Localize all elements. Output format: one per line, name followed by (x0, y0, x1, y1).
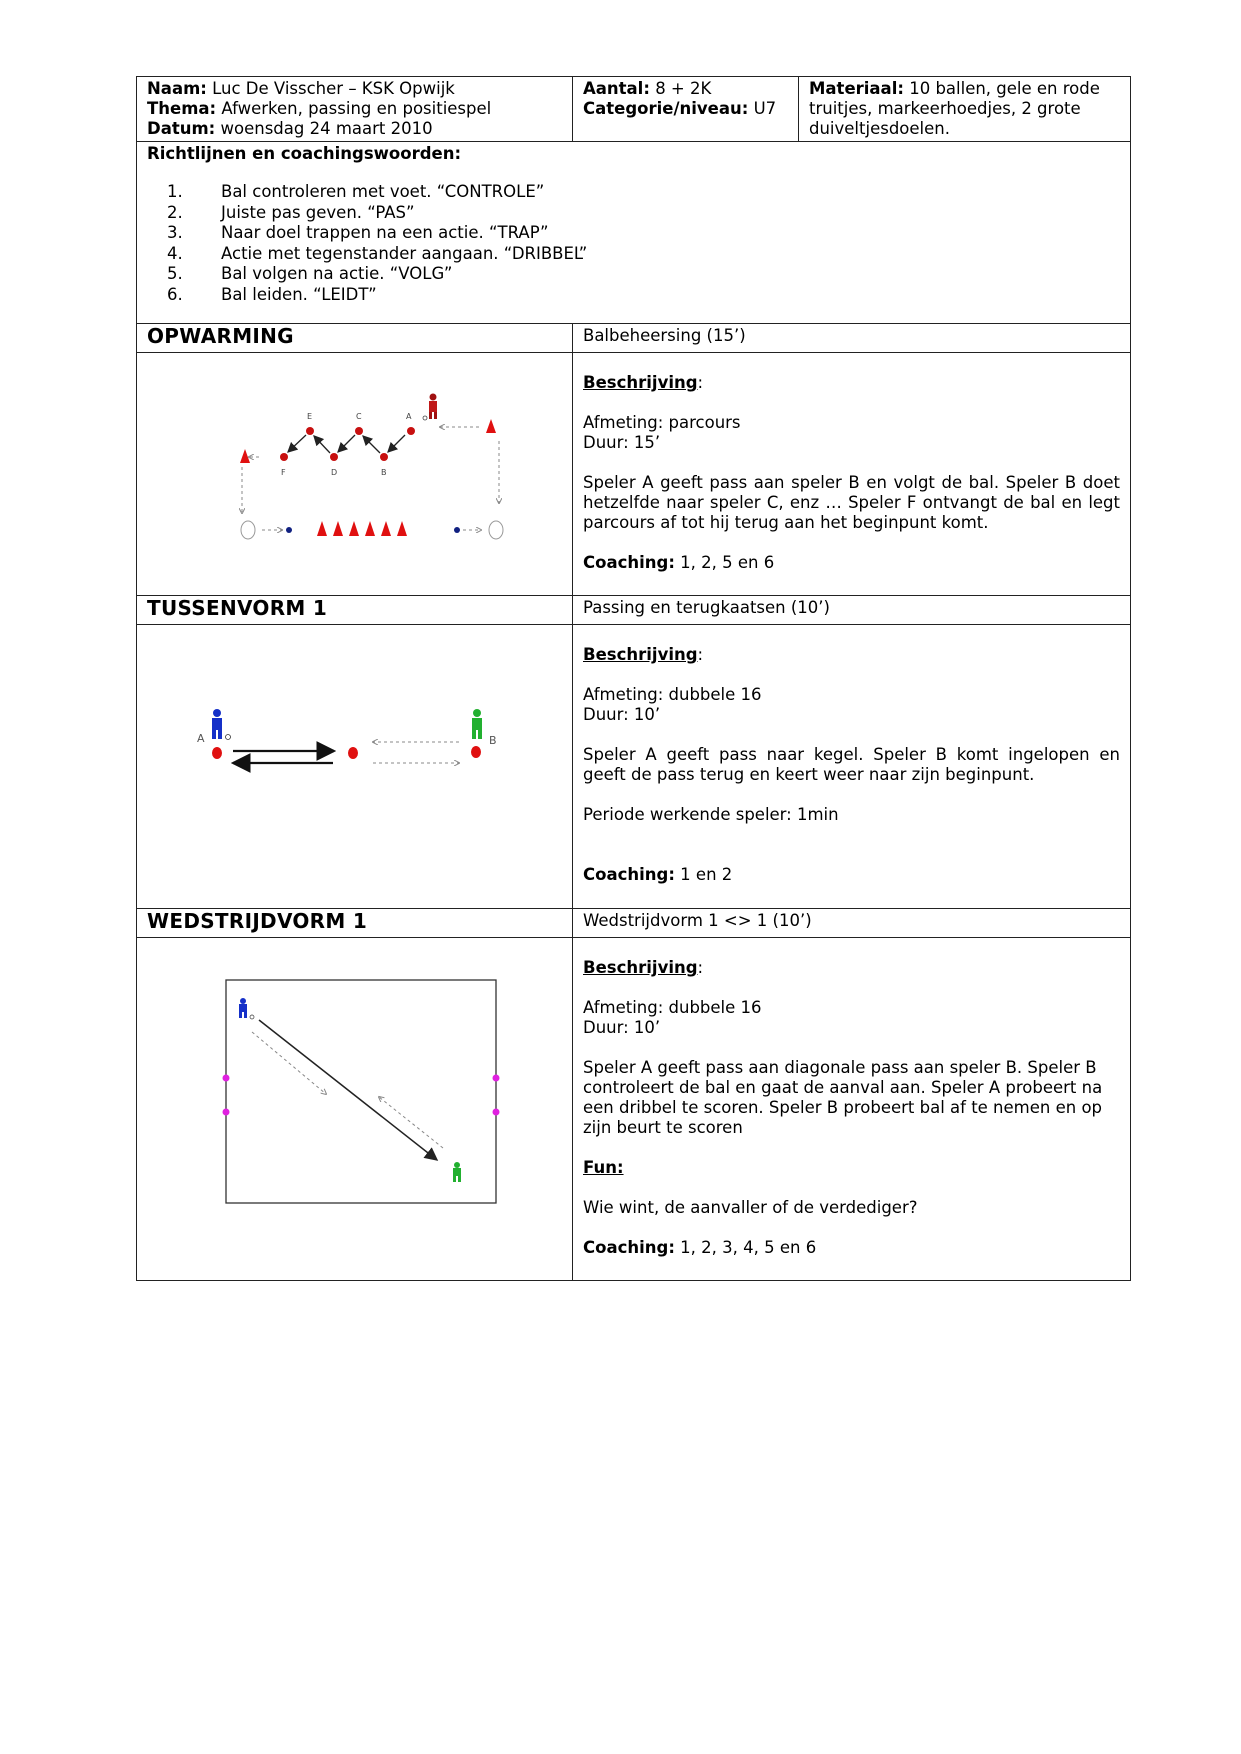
tussenvorm-text: Speler A geeft pass naar kegel. Speler B komt ingelopen en geeft de pass terug en keert weer naar zijn beginpunt. (583, 745, 1120, 784)
opwarming-diagram-cell (137, 353, 573, 596)
header-row (137, 77, 1131, 142)
tussenvorm-diagram (137, 625, 573, 905)
richtlijnen-cell (137, 142, 1131, 324)
tussenvorm-afmeting: Afmeting: dubbele 16 (583, 685, 762, 704)
header-left-cell (137, 77, 573, 142)
label-b: B (489, 734, 497, 747)
label-a: A (197, 732, 205, 745)
list-item (167, 182, 1120, 203)
opwarming-beschrijving-label: Beschrijving (583, 373, 698, 392)
categorie-value: U7 (753, 99, 777, 118)
dashed-paths (242, 427, 499, 530)
richtlijnen-title: Richtlijnen en coachingswoorden: (147, 144, 462, 163)
list-item (167, 223, 1120, 244)
materiaal-value: 10 ballen, gele en rode truitjes, markeerhoedjes, 2 grote duiveltjesdoelen. (809, 79, 1100, 138)
wedstrijdvorm-fun-label: Fun: (583, 1158, 624, 1177)
datum-label: Datum: (147, 119, 216, 138)
datum-value: woensdag 24 maart 2010 (220, 119, 433, 138)
list-item-num: 2. (167, 202, 183, 222)
player-a-figure (423, 394, 437, 421)
opwarming-coaching-label: Coaching: (583, 553, 675, 572)
zigzag-players (280, 427, 415, 461)
wedstrijdvorm-subtitle: Wedstrijdvorm 1 <> 1 (10’) (573, 909, 1131, 938)
tussenvorm-subtitle: Passing en terugkaatsen (10’) (573, 596, 1131, 625)
wedstrijdvorm-duur: Duur: 10’ (583, 1018, 661, 1037)
wedstrijdvorm-coaching-label: Coaching: (583, 1238, 675, 1257)
wedstrijdvorm-beschrijving-label: Beschrijving (583, 958, 698, 977)
opwarming-afmeting: Afmeting: parcours (583, 413, 741, 432)
tussenvorm-coaching-value: 1 en 2 (680, 865, 733, 884)
aantal-label: Aantal: (583, 79, 650, 98)
tussenvorm-content-row (137, 625, 1131, 909)
list-item-text: Actie met tegenstander aangaan. “DRIBBEL” (221, 243, 588, 263)
aantal-value: 8 + 2K (655, 79, 712, 98)
opwarming-text: Speler A geeft pass aan speler B en volgt de bal. Speler B doet hetzelfde naar speler C, enz … Speler F ontvangt de bal en legt parcours af tot hij terug aan het beginpunt komt. (583, 473, 1120, 532)
wedstrijdvorm-diagram-cell (137, 938, 573, 1281)
tussenvorm-periode: Periode werkende speler: 1min (583, 805, 839, 824)
cones (212, 746, 481, 759)
list-item-text: Naar doel trappen na een actie. “TRAP” (221, 223, 549, 242)
opwarming-duur: Duur: 15’ (583, 433, 661, 452)
thema-value: Afwerken, passing en positiespel (221, 99, 492, 118)
label-d: D (331, 468, 338, 477)
list-item-num: 6. (167, 284, 183, 304)
tussenvorm-coaching-label: Coaching: (583, 865, 675, 884)
run-arrows (373, 742, 459, 763)
wedstrijdvorm-title-row (137, 909, 1131, 938)
label-b: B (381, 468, 387, 477)
pass-arrows (233, 751, 334, 763)
categorie-label: Categorie/niveau: (583, 99, 749, 118)
tussenvorm-diagram-cell (137, 625, 573, 909)
cones (240, 419, 496, 536)
list-item-text: Bal volgen na actie. “VOLG” (221, 264, 453, 283)
list-item (167, 244, 1120, 265)
label-a: A (406, 412, 412, 421)
opwarming-diagram (137, 353, 573, 593)
player-a-figure (212, 709, 231, 740)
tussenvorm-description: Beschrijving: Afmeting: dubbele 16 Duur: 10’ Speler A geeft pass naar kegel. Speler B komt ingelopen en geeft de pass terug en keert weer naar zijn beginpunt. Periode werkende speler: 1min Coaching: 1 en 2 (573, 625, 1131, 909)
naam-value: Luc De Visscher – KSK Opwijk (212, 79, 455, 98)
thema-label: Thema: (147, 99, 217, 118)
wedstrijdvorm-fun-text: Wie wint, de aanvaller of de verdediger? (583, 1198, 918, 1217)
tussenvorm-title: TUSSENVORM 1 (137, 596, 573, 625)
naam-label: Naam: (147, 79, 207, 98)
opwarming-coaching-value: 1, 2, 5 en 6 (680, 553, 775, 572)
list-item-num: 4. (167, 243, 183, 263)
wedstrijdvorm-afmeting: Afmeting: dubbele 16 (583, 998, 762, 1017)
tussenvorm-beschrijving-label: Beschrijving (583, 645, 698, 664)
list-item (167, 264, 1120, 285)
zigzag-arrows (288, 435, 405, 453)
list-item-text: Juiste pas geven. “PAS” (221, 202, 415, 222)
opwarming-subtitle: Balbeheersing (15’) (573, 324, 1131, 353)
wedstrijdvorm-coaching-value: 1, 2, 3, 4, 5 en 6 (680, 1238, 817, 1257)
label-c: C (356, 412, 362, 421)
wedstrijdvorm-description: Beschrijving: Afmeting: dubbele 16 Duur: 10’ Speler A geeft pass aan diagonale pass aan speler B. Speler B controleert de bal en gaat de aanval aan. Speler A probeert na een dribbel te scoren. Speler B probeert bal af te nemen en op zijn beurt te scoren Fun: Wie wint, de aanvaller of de verdediger? Coaching: 1, 2, 3, 4, 5 en 6 (573, 938, 1131, 1281)
richtlijnen-list (167, 182, 1120, 305)
wedstrijdvorm-title: WEDSTRIJDVORM 1 (137, 909, 573, 938)
header-middle-cell (573, 77, 799, 142)
opwarming-title-row (137, 324, 1131, 353)
opwarming-description: Beschrijving: Afmeting: parcours Duur: 15’ Speler A geeft pass aan speler B en volgt de bal. Speler B doet hetzelfde naar speler C, enz … Speler F ontvangt de bal en legt parcours af tot hij terug aan het beginpunt komt. Coaching: 1, 2, 5 en 6 (573, 353, 1131, 596)
training-sheet-table (136, 76, 1131, 1281)
list-item-num: 1. (167, 182, 183, 201)
wedstrijdvorm-diagram (137, 938, 573, 1278)
richtlijnen-row (137, 142, 1131, 324)
header-right-cell (799, 77, 1131, 142)
opwarming-content-row (137, 353, 1131, 596)
list-item-text: Bal leiden. “LEIDT” (221, 284, 377, 304)
label-e: E (307, 412, 313, 421)
opwarming-title: OPWARMING (137, 324, 573, 353)
wedstrijdvorm-text: Speler A geeft pass aan diagonale pass aan speler B. Speler B controleert de bal en gaat de aanval aan. Speler A probeert na een dribbel te scoren. Speler B probeert bal af te nemen en op zijn beurt te scoren (583, 1058, 1103, 1137)
tussenvorm-duur: Duur: 10’ (583, 705, 661, 724)
tussenvorm-title-row (137, 596, 1131, 625)
list-item-num: 5. (167, 264, 183, 283)
label-f: F (281, 468, 286, 477)
materiaal-label: Materiaal: (809, 79, 904, 98)
list-item-num: 3. (167, 223, 183, 242)
player-b-figure (472, 709, 482, 739)
wedstrijdvorm-content-row (137, 938, 1131, 1281)
list-item (167, 285, 1120, 306)
list-item (167, 203, 1120, 224)
list-item-text: Bal controleren met voet. “CONTROLE” (221, 182, 545, 201)
